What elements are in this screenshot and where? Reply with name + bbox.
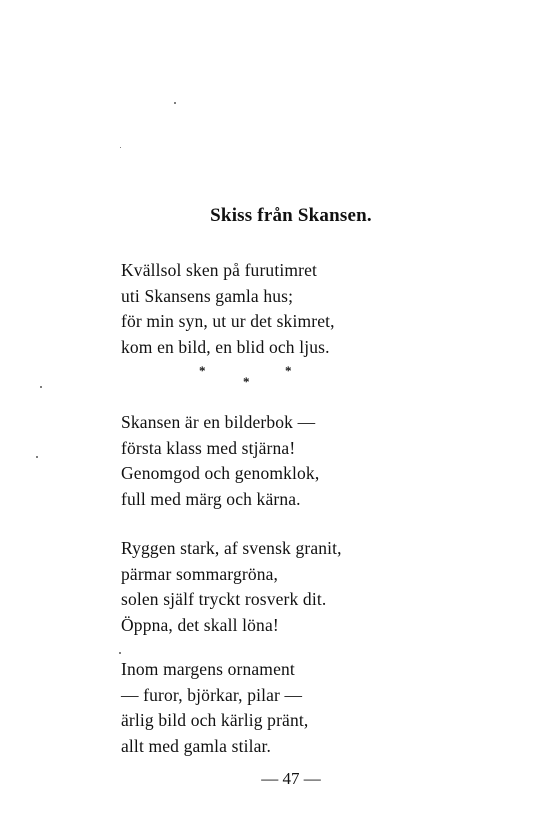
print-speck [174, 102, 176, 104]
asterisk: * [243, 374, 250, 389]
asterisk: * [285, 363, 292, 378]
verse-line: första klass med stjärna! [121, 437, 296, 458]
verse-line: Ryggen stark, af svensk granit, [121, 538, 342, 558]
print-speck [36, 456, 38, 458]
print-speck [119, 652, 121, 654]
verse-line: för min syn, ut ur det skimret, [121, 311, 335, 331]
page-number: — 47 — [261, 769, 321, 788]
verse-line: Genomgod och genomklok, [121, 463, 320, 483]
verse-line: Kvällsol sken på furutimret [121, 260, 318, 280]
stanza-2 [121, 410, 319, 512]
asterism-divider [0, 360, 560, 390]
print-speck [120, 147, 121, 148]
stanza-3 [121, 536, 342, 638]
verse-line: Inom margens ornament [121, 659, 295, 679]
verse-line: solen själf tryckt rosverk dit. [121, 589, 327, 609]
asterisk: * [199, 363, 206, 378]
verse-line: pärmar sommargröna, [121, 563, 279, 584]
stanza-4 [121, 657, 308, 759]
verse-line: Öppna, det skall löna! [121, 614, 279, 635]
verse-line: full med märg och kärna. [121, 488, 301, 509]
verse-line: allt med gamla stilar. [121, 735, 272, 756]
verse-line: uti Skansens gamla hus; [121, 285, 294, 306]
stanza-1 [121, 258, 335, 360]
verse-line: — furor, björkar, pilar — [121, 684, 303, 705]
poem-title: Skiss från Skansen. [210, 205, 372, 226]
verse-line: kom en bild, en blid och ljus. [121, 336, 330, 357]
verse-line: ärlig bild och kärlig pränt, [121, 710, 309, 730]
verse-line: Skansen är en bilderbok — [121, 412, 316, 432]
